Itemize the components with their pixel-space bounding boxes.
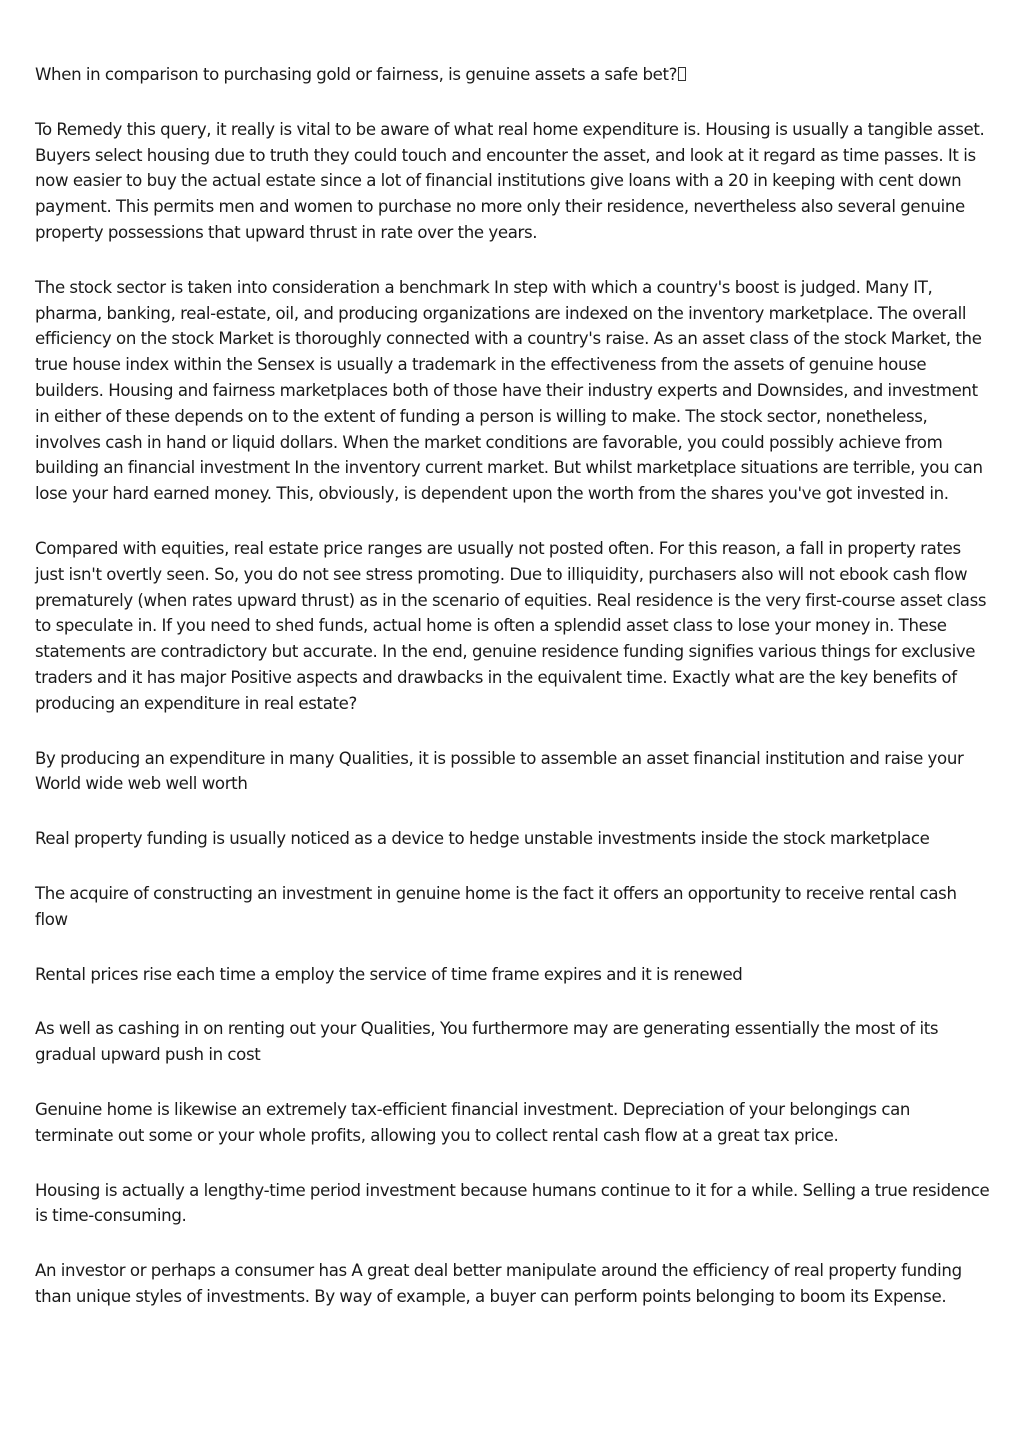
paragraph: To Remedy this query, it really is vital to be aware of what real home expenditure is. Housing is usually a tangible asset. Buyers select housing due to truth they could touch and encounter the asset, and look at it regard as time passes. It is now easier to buy the actual estate since a lot of financial institutions give loans with a 20 in keeping with cent down payment. This permits men and women to purchase no more only their residence, nevertheless also several genuine property possessions that upward thrust in rate over the years. bbox=[35, 119, 985, 242]
paragraph: Rental prices rise each time a employ the service of time frame expires and it is renewed bbox=[35, 964, 743, 984]
paragraph: Compared with equities, real estate price ranges are usually not posted often. For this reason, a fall in property rates just isn't overtly seen. So, you do not see stress promoting. Due to illiquidity, purchasers also will not ebook cash flow prematurely (when rates upward thrust) as in the scenario of equities. Real residence is the very first-course asset class to speculate in. If you need to shed funds, actual home is often a splendid asset class to lose your money in. These statements are contradictory but accurate. In the end, genuine residence funding signifies various things for exclusive traders and it has major Positive aspects and drawbacks in the equivalent time. Exactly what are the key benefits of producing an expenditure in real estate? bbox=[35, 538, 987, 713]
paragraph: The acquire of constructing an investment in genuine home is the fact it offers an opportunity to receive rental cash flow bbox=[35, 883, 957, 929]
paragraph-intro-question bbox=[35, 62, 990, 88]
paragraph: The stock sector is taken into consideration a benchmark In step with which a country's boost is judged. Many IT, pharma, banking, real-estate, oil, and producing organizations are indexed on the inventory marketplace. The overall efficiency on the stock Market is thoroughly connected with a country's raise. As an asset class of the stock Market, the true house index within the Sensex is usually a trademark in the effectiveness from the assets of genuine house builders. Housing and fairness marketplaces both of those have their industry experts and Downsides, and investment in either of these depends on to the extent of funding a person is willing to make. The stock sector, nonetheless, involves cash in hand or liquid dollars. When the market conditions are favorable, you could possibly achieve from building an financial investment In the inventory current market. But whilst marketplace situations are terrible, you can lose your hard earned money. This, obviously, is dependent upon the worth from the shares you've got invested in. bbox=[35, 277, 983, 504]
paragraph: As well as cashing in on renting out your Qualities, You furthermore may are generating essentially the most of its gradual upward push in cost bbox=[35, 1019, 939, 1065]
missing-glyph-icon bbox=[678, 67, 686, 81]
paragraph: By producing an expenditure in many Qualities, it is possible to assemble an asset financial institution and raise your World wide web well worth bbox=[35, 748, 964, 794]
paragraph: Genuine home is likewise an extremely tax-efficient financial investment. Depreciation of your belongings can terminate out some or your whole profits, allowing you to collect rental cash flow at a great tax price. bbox=[35, 1099, 911, 1145]
document-body bbox=[35, 62, 990, 1339]
intro-question-text: When in comparison to purchasing gold or fairness, is genuine assets a safe bet? bbox=[35, 65, 678, 84]
paragraph: Real property funding is usually noticed as a device to hedge unstable investments inside the stock marketplace bbox=[35, 829, 930, 849]
paragraph: An investor or perhaps a consumer has A great deal better manipulate around the efficiency of real property funding than unique styles of investments. By way of example, a buyer can perform points belonging to boom its Expense. bbox=[35, 1261, 962, 1306]
paragraph: Housing is actually a lengthy-time period investment because humans continue to it for a while. Selling a true residence is time-consuming. bbox=[35, 1180, 990, 1226]
